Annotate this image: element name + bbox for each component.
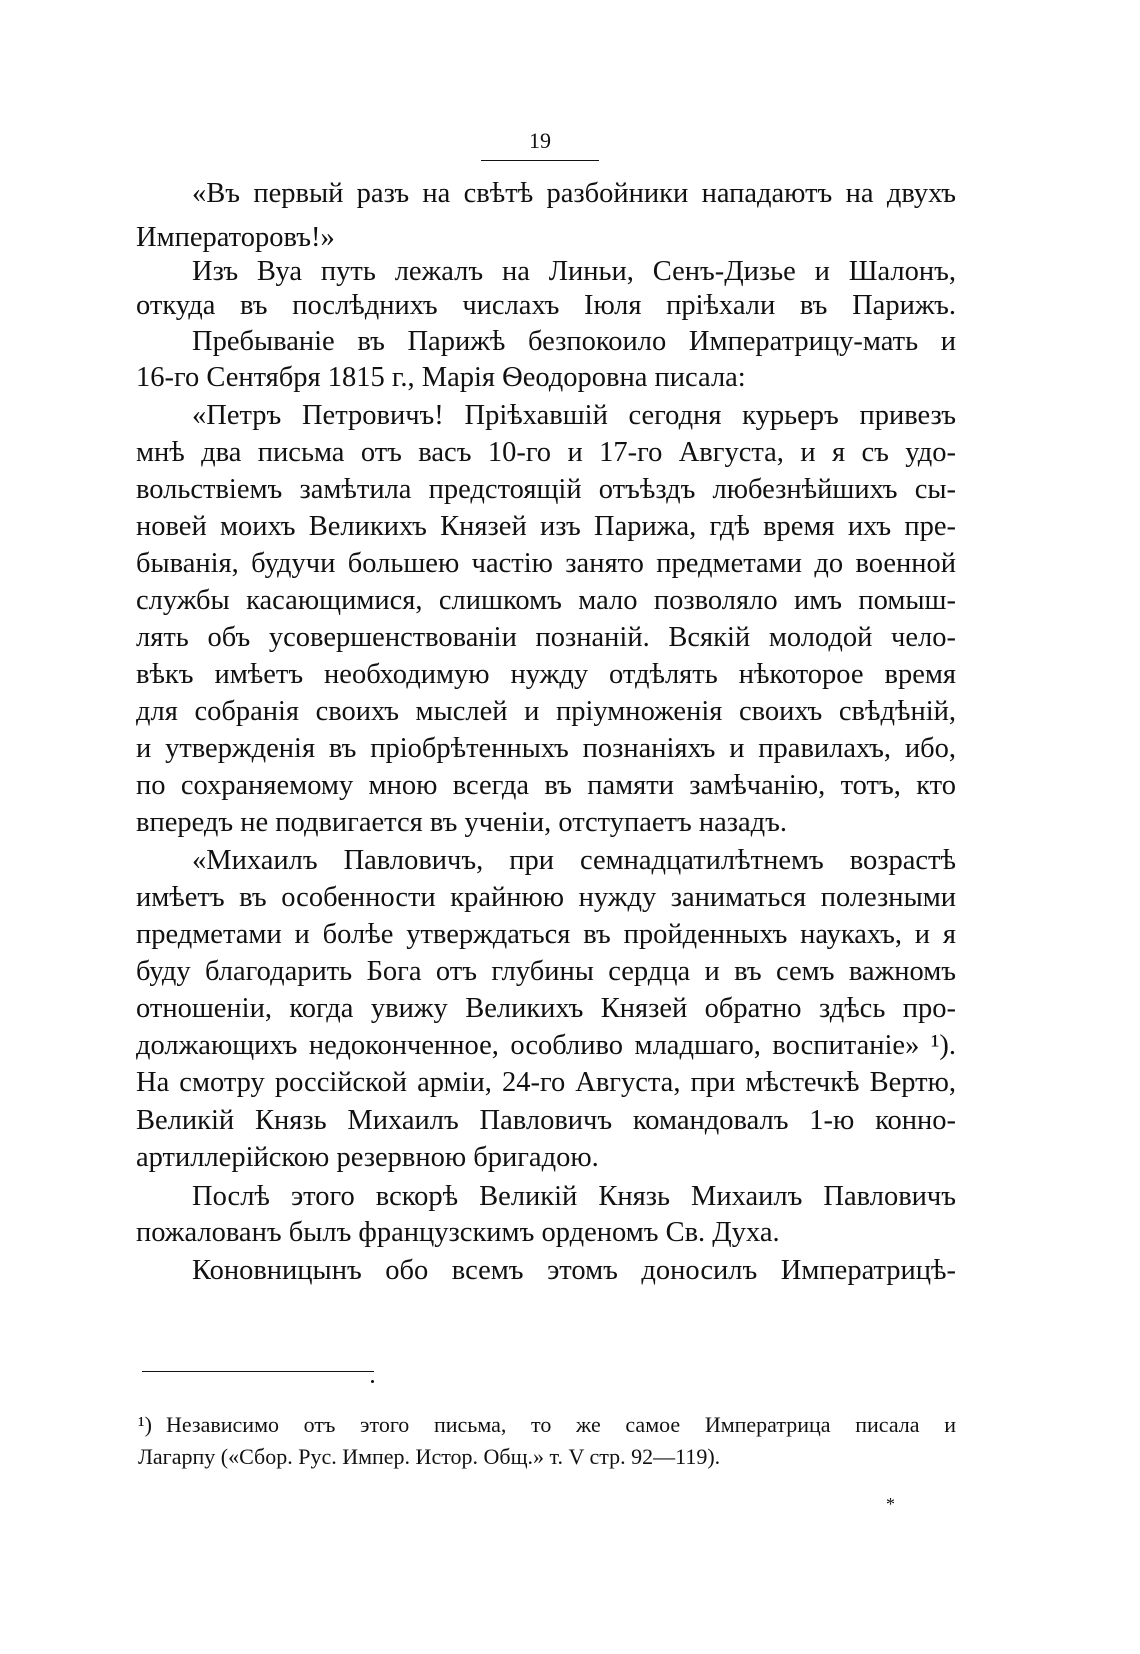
text-line: «Михаилъ Павловичъ, при семнадцатилѣтнемъ возрастѣ [192, 845, 956, 876]
footnote-line [138, 1408, 956, 1442]
text-line: вѣкъ имѣетъ необходимую нужду отдѣлять нѣкоторое время [136, 659, 956, 690]
text-line: имѣетъ въ особенности крайнюю нужду заниматься полезными [136, 882, 956, 913]
page-number: 19 [529, 128, 551, 153]
text-line: отношеніи, когда увижу Великихъ Князей обратно здѣсь про- [136, 993, 956, 1024]
text-line: буду благодарить Бога отъ глубины сердца и въ семъ важномъ [136, 956, 956, 987]
text-line: Великій Князь Михаилъ Павловичъ командовалъ 1-ю конно- [136, 1105, 956, 1136]
text-line: мнѣ два письма отъ васъ 10-го и 17-го Августа, и я съ удо- [136, 437, 956, 468]
text-line: откуда въ послѣднихъ числахъ Іюля пріѣхали въ Парижъ. [136, 290, 956, 321]
text-line: На смотру россійской арміи, 24-го Августа, при мѣстечкѣ Вертю, [136, 1067, 956, 1098]
footnote-rule-dot [371, 1380, 374, 1383]
footnote-text: Независимо отъ этого письма, то же самое Императрица писала и [166, 1412, 956, 1437]
ornament-star: * [886, 1494, 895, 1514]
footnote-line: Лагарпу («Сбор. Рус. Импер. Истор. Общ.» т. V стр. 92—119). [138, 1444, 721, 1469]
text-line: Изъ Вуа путь лежалъ на Линьи, Сенъ-Дизье и Шалонъ, [192, 256, 956, 287]
text-line: Императоровъ!» [136, 222, 335, 253]
text-line: артиллерійскою резервною бригадою. [136, 1142, 599, 1173]
text-line: предметами и болѣе утверждаться въ пройденныхъ наукахъ, и я [136, 919, 956, 950]
text-line: пожалованъ былъ французскимъ орденомъ Св. Духа. [136, 1217, 780, 1248]
text-line: впередъ не подвигается въ ученіи, отступаетъ назадъ. [136, 807, 788, 838]
text-line: лять объ усовершенствованіи познаній. Всякій молодой чело- [136, 622, 956, 653]
text-line: быванія, будучи большею частію занято предметами до военной [136, 548, 956, 579]
footnote-marker: ¹) [138, 1412, 152, 1437]
text-line: Послѣ этого вскорѣ Великій Князь Михаилъ Павловичъ [192, 1181, 956, 1212]
text-line: 16-го Сентября 1815 г., Марія Ѳеодоровна писала: [136, 362, 746, 393]
text-line: по сохраняемому мною всегда въ памяти замѣчанію, тотъ, кто [136, 770, 956, 801]
text-line: «Въ первый разъ на свѣтѣ разбойники нападаютъ на двухъ [192, 178, 956, 209]
text-line: Пребываніе въ Парижѣ безпокоило Императрицу-мать и [192, 326, 956, 357]
text-line: должающихъ недоконченное, особливо младшаго, воспитаніе» ¹). [136, 1030, 956, 1061]
text-line: Коновницынъ обо всемъ этомъ доносилъ Императрицѣ- [192, 1255, 956, 1286]
text-line: для собранія своихъ мыслей и пріумноженія своихъ свѣдѣній, [136, 696, 956, 727]
text-line: службы касающимися, слишкомъ мало позволяло имъ помыш- [136, 585, 956, 616]
footnote-rule [142, 1371, 374, 1372]
text-line: и утвержденія въ пріобрѣтенныхъ познаніяхъ и правилахъ, ибо, [136, 733, 956, 764]
text-line: новей моихъ Великихъ Князей изъ Парижа, гдѣ время ихъ пре- [136, 511, 956, 542]
page-number-rule [481, 160, 599, 161]
text-line: «Петръ Петровичъ! Пріѣхавшій сегодня курьеръ привезъ [192, 400, 956, 431]
text-line: вольствіемъ замѣтила предстоящій отъѣздъ любезнѣйшихъ сы- [136, 474, 956, 505]
